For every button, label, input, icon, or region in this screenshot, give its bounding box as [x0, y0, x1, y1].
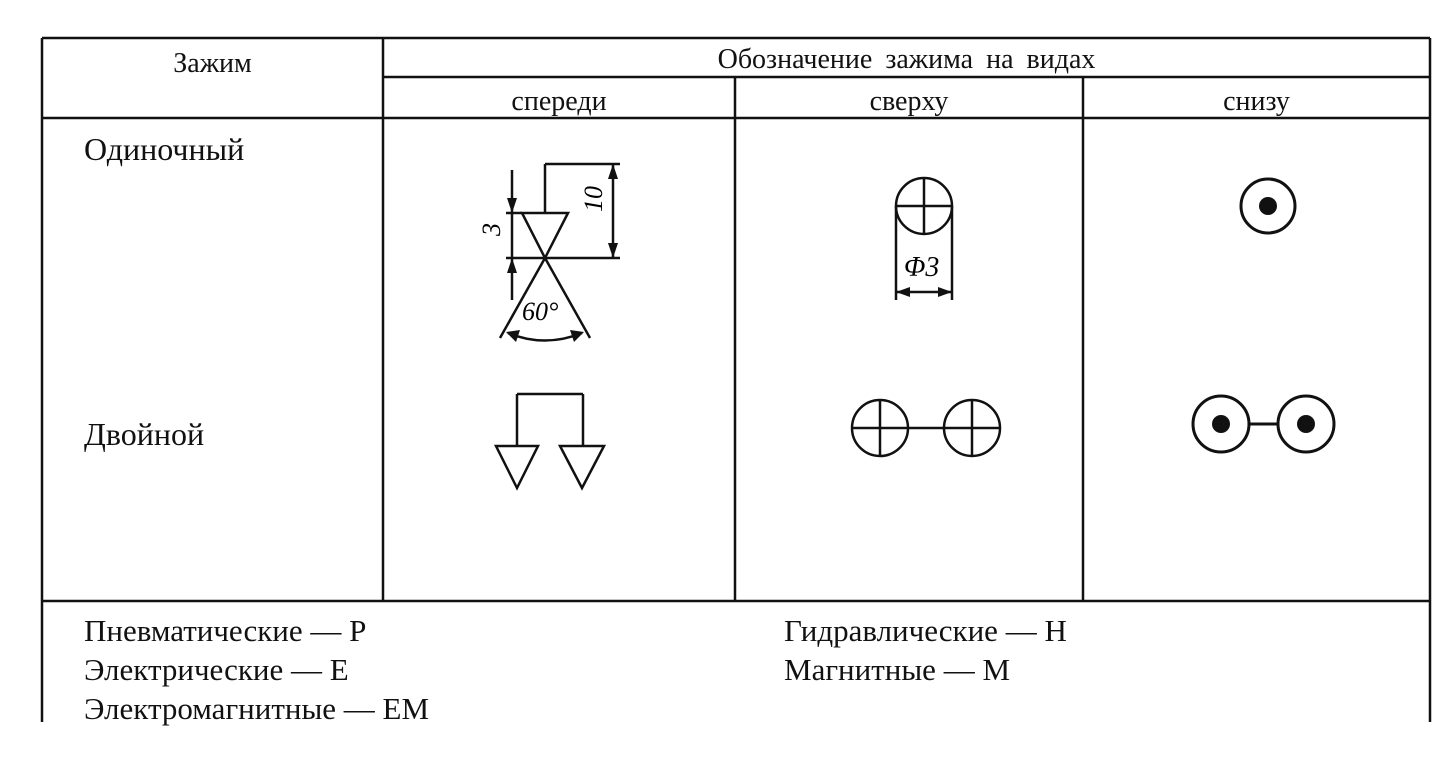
row-label-double: Двойной — [84, 416, 205, 452]
single-clamp-front-symbol — [470, 150, 640, 350]
double-clamp-bottom-symbol — [1188, 393, 1340, 459]
row-label-single: Одиночный — [84, 131, 245, 167]
legend-electric: Электрические — E — [84, 652, 349, 687]
legend-magnetic: Магнитные — M — [784, 652, 1011, 687]
legend-electromagnetic: Электромагнитные — EM — [84, 691, 430, 726]
header-clamp: Зажим — [173, 48, 252, 79]
double-clamp-top-symbol — [848, 396, 1004, 462]
header-view-top: сверху — [869, 86, 949, 117]
header-designation: Обозначение зажима на видах — [717, 44, 1096, 75]
double-clamp-front-symbol — [490, 390, 610, 495]
dim-diameter: Φ3 — [904, 252, 940, 283]
dim-height-total: 10 — [579, 186, 608, 212]
header-view-front: спереди — [511, 86, 607, 117]
legend-hydraulic: Гидравлические — H — [784, 613, 1067, 648]
legend-pneumatic: Пневматические — P — [84, 613, 367, 648]
dim-height-small: 3 — [477, 223, 506, 236]
single-clamp-top-symbol — [880, 170, 970, 310]
dim-angle: 60° — [522, 297, 559, 326]
single-clamp-bottom-symbol — [1236, 176, 1300, 240]
header-view-bottom: снизу — [1223, 86, 1290, 117]
